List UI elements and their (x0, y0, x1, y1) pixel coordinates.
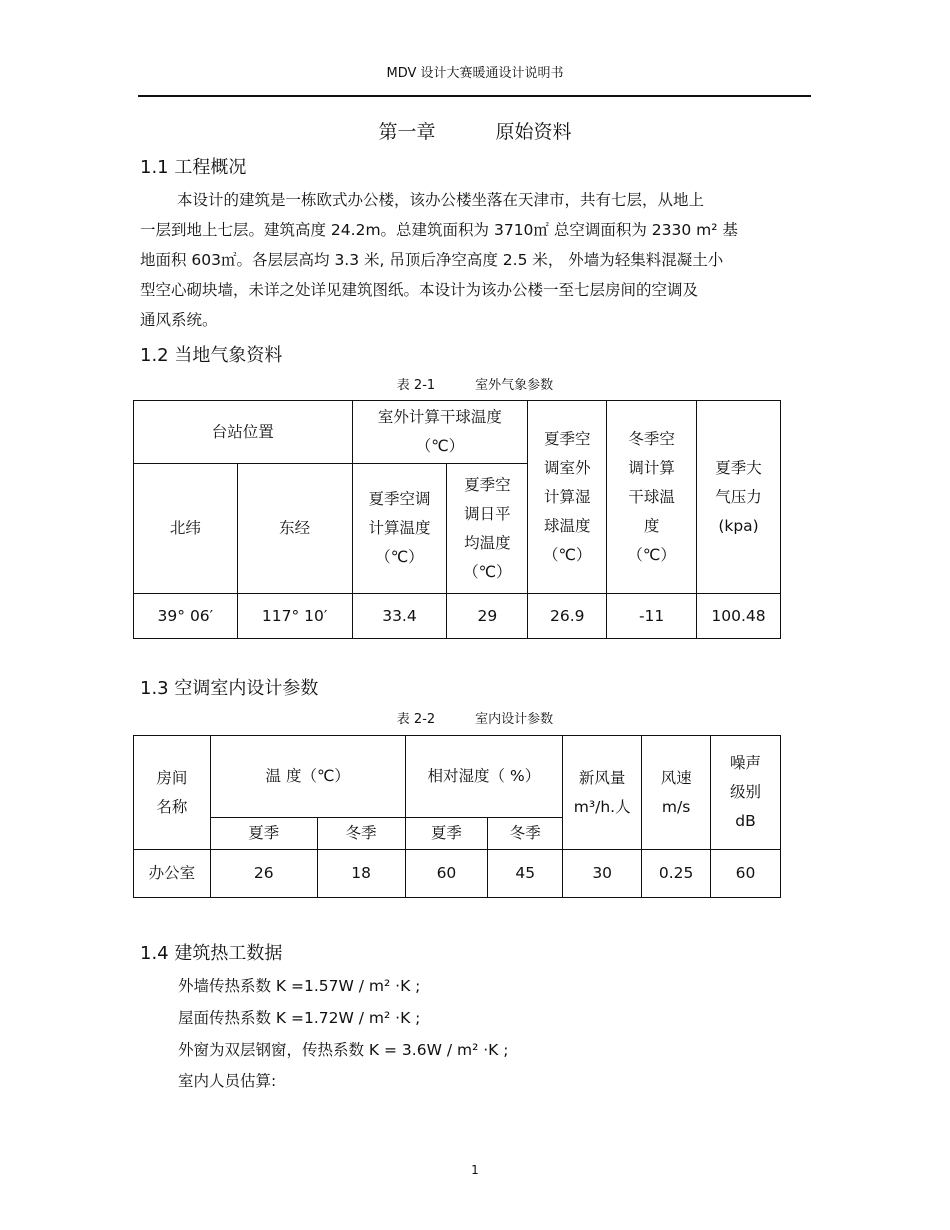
cell-summer-wetbulb: 26.9 (528, 594, 607, 639)
header-text: 名称 (156, 797, 188, 816)
header-temp-winter: 冬季 (317, 818, 405, 850)
header-latitude: 北纬 (134, 464, 238, 594)
section-1-1-paragraph (140, 185, 815, 335)
wall-heat-coefficient: 外墙传热系数 K =1.57W / m² ·K ; (178, 977, 421, 995)
paragraph-line: 通风系统。 (140, 311, 218, 329)
caption-number: 表 2-2 (396, 712, 436, 727)
header-longitude: 东经 (237, 464, 352, 594)
cell-longitude: 117° 10′ (237, 594, 352, 639)
header-text: 级别 (730, 783, 762, 801)
header-text: 度 (643, 516, 660, 535)
header-summer-daily-avg (447, 464, 528, 594)
header-unit: m/s (661, 797, 691, 816)
paragraph-line: 型空心砌块墙，未详之处详见建筑图纸。本设计为该办公楼一至七层房间的空调及 (140, 281, 699, 299)
outdoor-weather-table (133, 400, 781, 639)
running-header: MDV 设计大赛暖通设计说明书 (386, 66, 564, 81)
header-outdoor-drybulb-group (352, 401, 528, 464)
page-number: 1 (471, 1163, 479, 1177)
header-text: 新风量 (578, 768, 626, 787)
header-unit: （℃） (543, 545, 592, 564)
cell-summer-daily-avg: 29 (447, 594, 528, 639)
header-divider (138, 95, 811, 97)
cell-wind-speed: 0.25 (642, 850, 711, 898)
header-wind-speed (642, 736, 711, 850)
header-temp-summer: 夏季 (210, 818, 317, 850)
cell-fresh-air: 30 (563, 850, 642, 898)
header-room-name (134, 736, 211, 850)
cell-latitude: 39° 06′ (134, 594, 238, 639)
header-text: 调室外 (543, 458, 591, 477)
table-caption-2-1 (0, 374, 950, 393)
header-unit: （℃） (375, 548, 424, 566)
header-fresh-air (563, 736, 642, 850)
section-heading-1-3: 1.3 空调室内设计参数 (140, 678, 319, 699)
cell-temp-winter: 18 (317, 850, 405, 898)
header-unit: （℃） (415, 437, 465, 455)
header-text: 夏季空 (464, 475, 511, 494)
header-text: 均温度 (464, 533, 511, 552)
header-text: 室外计算干球温度 (377, 408, 502, 426)
indoor-design-table (133, 735, 781, 898)
header-text: 噪声 (730, 754, 762, 772)
cell-summer-ac-temp: 33.4 (352, 594, 447, 639)
cell-rh-winter: 45 (488, 850, 563, 898)
header-text: 风速 (660, 768, 692, 787)
header-text: 夏季空 (543, 429, 591, 448)
header-text: 调计算 (628, 458, 675, 477)
table-row (134, 850, 781, 898)
header-winter-drybulb (607, 401, 697, 594)
header-summer-ac-temp (352, 464, 447, 594)
section-heading-1-4: 1.4 建筑热工数据 (140, 943, 283, 964)
header-rh-winter: 冬季 (488, 818, 563, 850)
chapter-title (0, 117, 950, 144)
header-text: 干球温 (628, 487, 675, 506)
paragraph-line: 本设计的建筑是一栋欧式办公楼，该办公楼坐落在天津市，共有七层，从地上 (177, 191, 705, 209)
header-text: 计算温度 (368, 519, 431, 537)
paragraph-line: 地面积 603㎡。各层层高均 3.3 米, 吊顶后净空高度 2.5 米， 外墙为轻集料混凝土小 (140, 251, 724, 269)
header-unit: (kpa) (718, 516, 759, 535)
window-heat-coefficient: 外窗为双层钢窗，传热系数 K = 3.6W / m² ·K ; (178, 1041, 509, 1059)
header-text: 调日平 (464, 504, 511, 523)
cell-rh-summer: 60 (405, 850, 488, 898)
header-text: 夏季空调 (368, 490, 431, 508)
caption-number: 表 2-1 (396, 378, 436, 393)
header-station-location: 台站位置 (134, 401, 353, 464)
header-temperature: 温 度（℃） (210, 736, 405, 818)
header-text: 气压力 (715, 487, 762, 506)
occupancy-estimate-label: 室内人员估算: (178, 1072, 277, 1090)
cell-summer-pressure: 100.48 (697, 594, 781, 639)
chapter-number: 第一章 (378, 121, 436, 143)
paragraph-line: 一层到地上七层。建筑高度 24.2m。总建筑面积为 3710㎡ 总空调面积为 2330 m² 基 (140, 221, 738, 239)
cell-room-name: 办公室 (134, 850, 211, 898)
header-text: 球温度 (543, 516, 591, 535)
caption-title: 室内设计参数 (475, 712, 554, 727)
header-text: 房间 (156, 768, 188, 787)
header-unit: dB (735, 812, 756, 830)
cell-noise-level: 60 (711, 850, 781, 898)
section-heading-1-2: 1.2 当地气象资料 (140, 345, 283, 366)
header-text: 夏季大 (715, 458, 762, 477)
header-noise-level (711, 736, 781, 850)
header-summer-wetbulb (528, 401, 607, 594)
header-unit: （℃） (627, 545, 676, 564)
header-unit: （℃） (463, 562, 512, 581)
header-relative-humidity: 相对湿度（ %） (405, 736, 563, 818)
header-summer-pressure (697, 401, 781, 594)
table-row (134, 594, 781, 639)
header-rh-summer: 夏季 (405, 818, 488, 850)
chapter-name: 原始资料 (495, 121, 572, 143)
cell-temp-summer: 26 (210, 850, 317, 898)
table-caption-2-2 (0, 708, 950, 727)
caption-title: 室外气象参数 (475, 378, 554, 393)
header-unit: m³/h.人 (573, 797, 631, 816)
header-text: 计算湿 (543, 487, 591, 506)
cell-winter-drybulb: -11 (607, 594, 697, 639)
roof-heat-coefficient: 屋面传热系数 K =1.72W / m² ·K ; (178, 1009, 421, 1027)
section-heading-1-1: 1.1 工程概况 (140, 157, 247, 178)
header-text: 冬季空 (628, 429, 675, 448)
